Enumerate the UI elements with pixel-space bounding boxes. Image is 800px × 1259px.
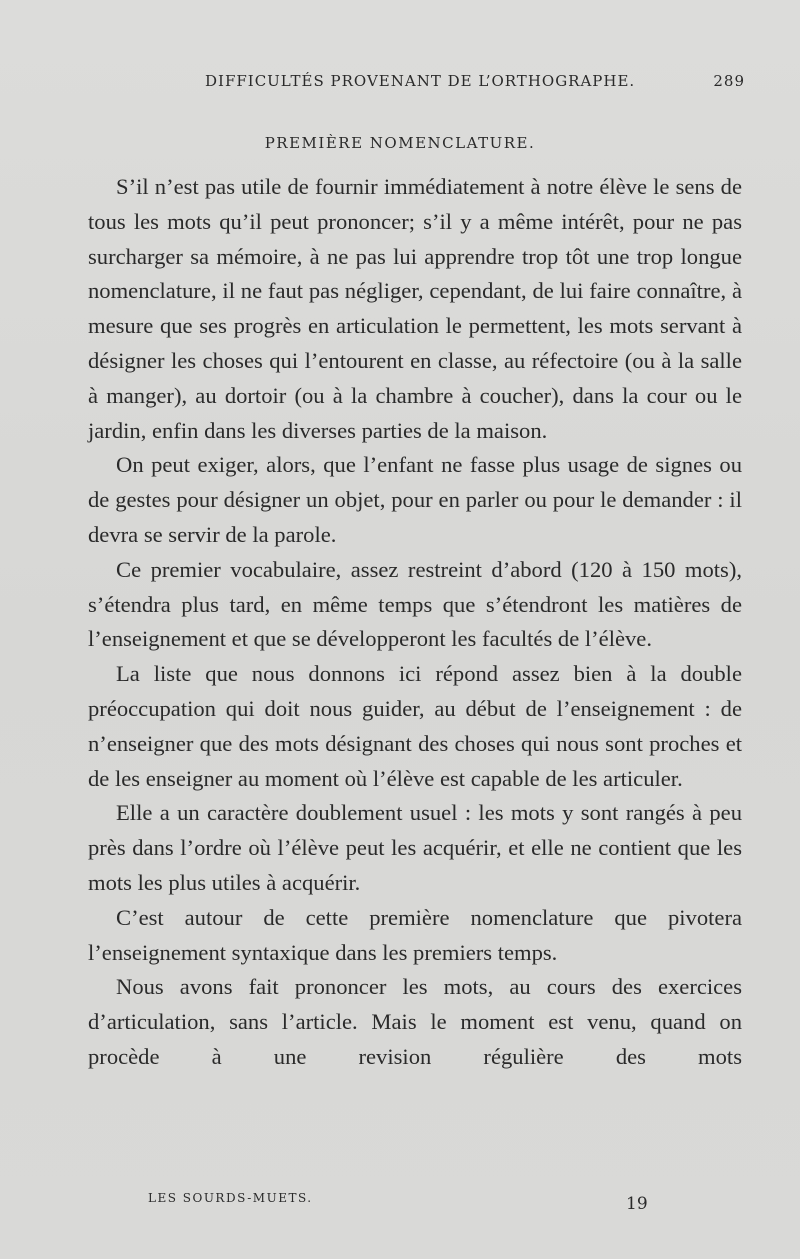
running-title: DIFFICULTÉS PROVENANT DE L’ORTHOGRAPHE. [205,72,636,90]
section-title: PREMIÈRE NOMENCLATURE. [264,134,536,152]
sheet-number: 19 [626,1194,648,1214]
running-head [205,72,745,90]
body-text [88,170,742,1075]
page-number: 289 [713,72,745,90]
paragraph: C’est autour de cette première nomenclature que pivotera l’enseignement syntaxique dans les premiers temps. [88,904,742,965]
paragraph: La liste que nous donnons ici répond assez bien à la double préoccupation qui doit nous guider, au début de l’enseignement : de n’enseigner que des mots désignant des choses qui nous sont proches et de les enseigner au moment où l’élève est capable de les articuler. [88,661,742,791]
paragraph: Nous avons fait prononcer les mots, au cours des exercices d’articulation, sans l’article. Mais le moment est venu, quand on procède à une revision régulière des mots [88,974,742,1069]
paragraph: On peut exiger, alors, que l’enfant ne fasse plus usage de signes ou de gestes pour désigner un objet, pour en parler ou pour le demander : il devra se servir de la parole. [88,452,742,547]
paragraph: S’il n’est pas utile de fournir immédiatement à notre élève le sens de tous les mots qu’il peut prononcer; s’il y a même intérêt, pour ne pas surcharger sa mémoire, à ne pas lui apprendre trop tôt une trop longue nomenclature, il ne faut pas négliger, cependant, de lui faire connaître, à mesure que ses progrès en articulation le permettent, les mots servant à désigner les choses qui l’entourent en classe, au réfectoire (ou à la salle à manger), au dortoir (ou à la chambre à coucher), dans la cour ou le jardin, enfin dans les diverses parties de la maison. [88,174,742,443]
signature-mark: LES SOURDS-MUETS. [148,1191,313,1205]
paragraph: Elle a un caractère doublement usuel : les mots y sont rangés à peu près dans l’ordre où l’élève peut les acquérir, et elle ne contient que les mots les plus utiles à acquérir. [88,800,742,895]
paragraph: Ce premier vocabulaire, assez restreint d’abord (120 à 150 mots), s’étendra plus tard, en même temps que s’étendront les matières de l’enseignement et que se développeront les facultés de l’élève. [88,556,742,652]
